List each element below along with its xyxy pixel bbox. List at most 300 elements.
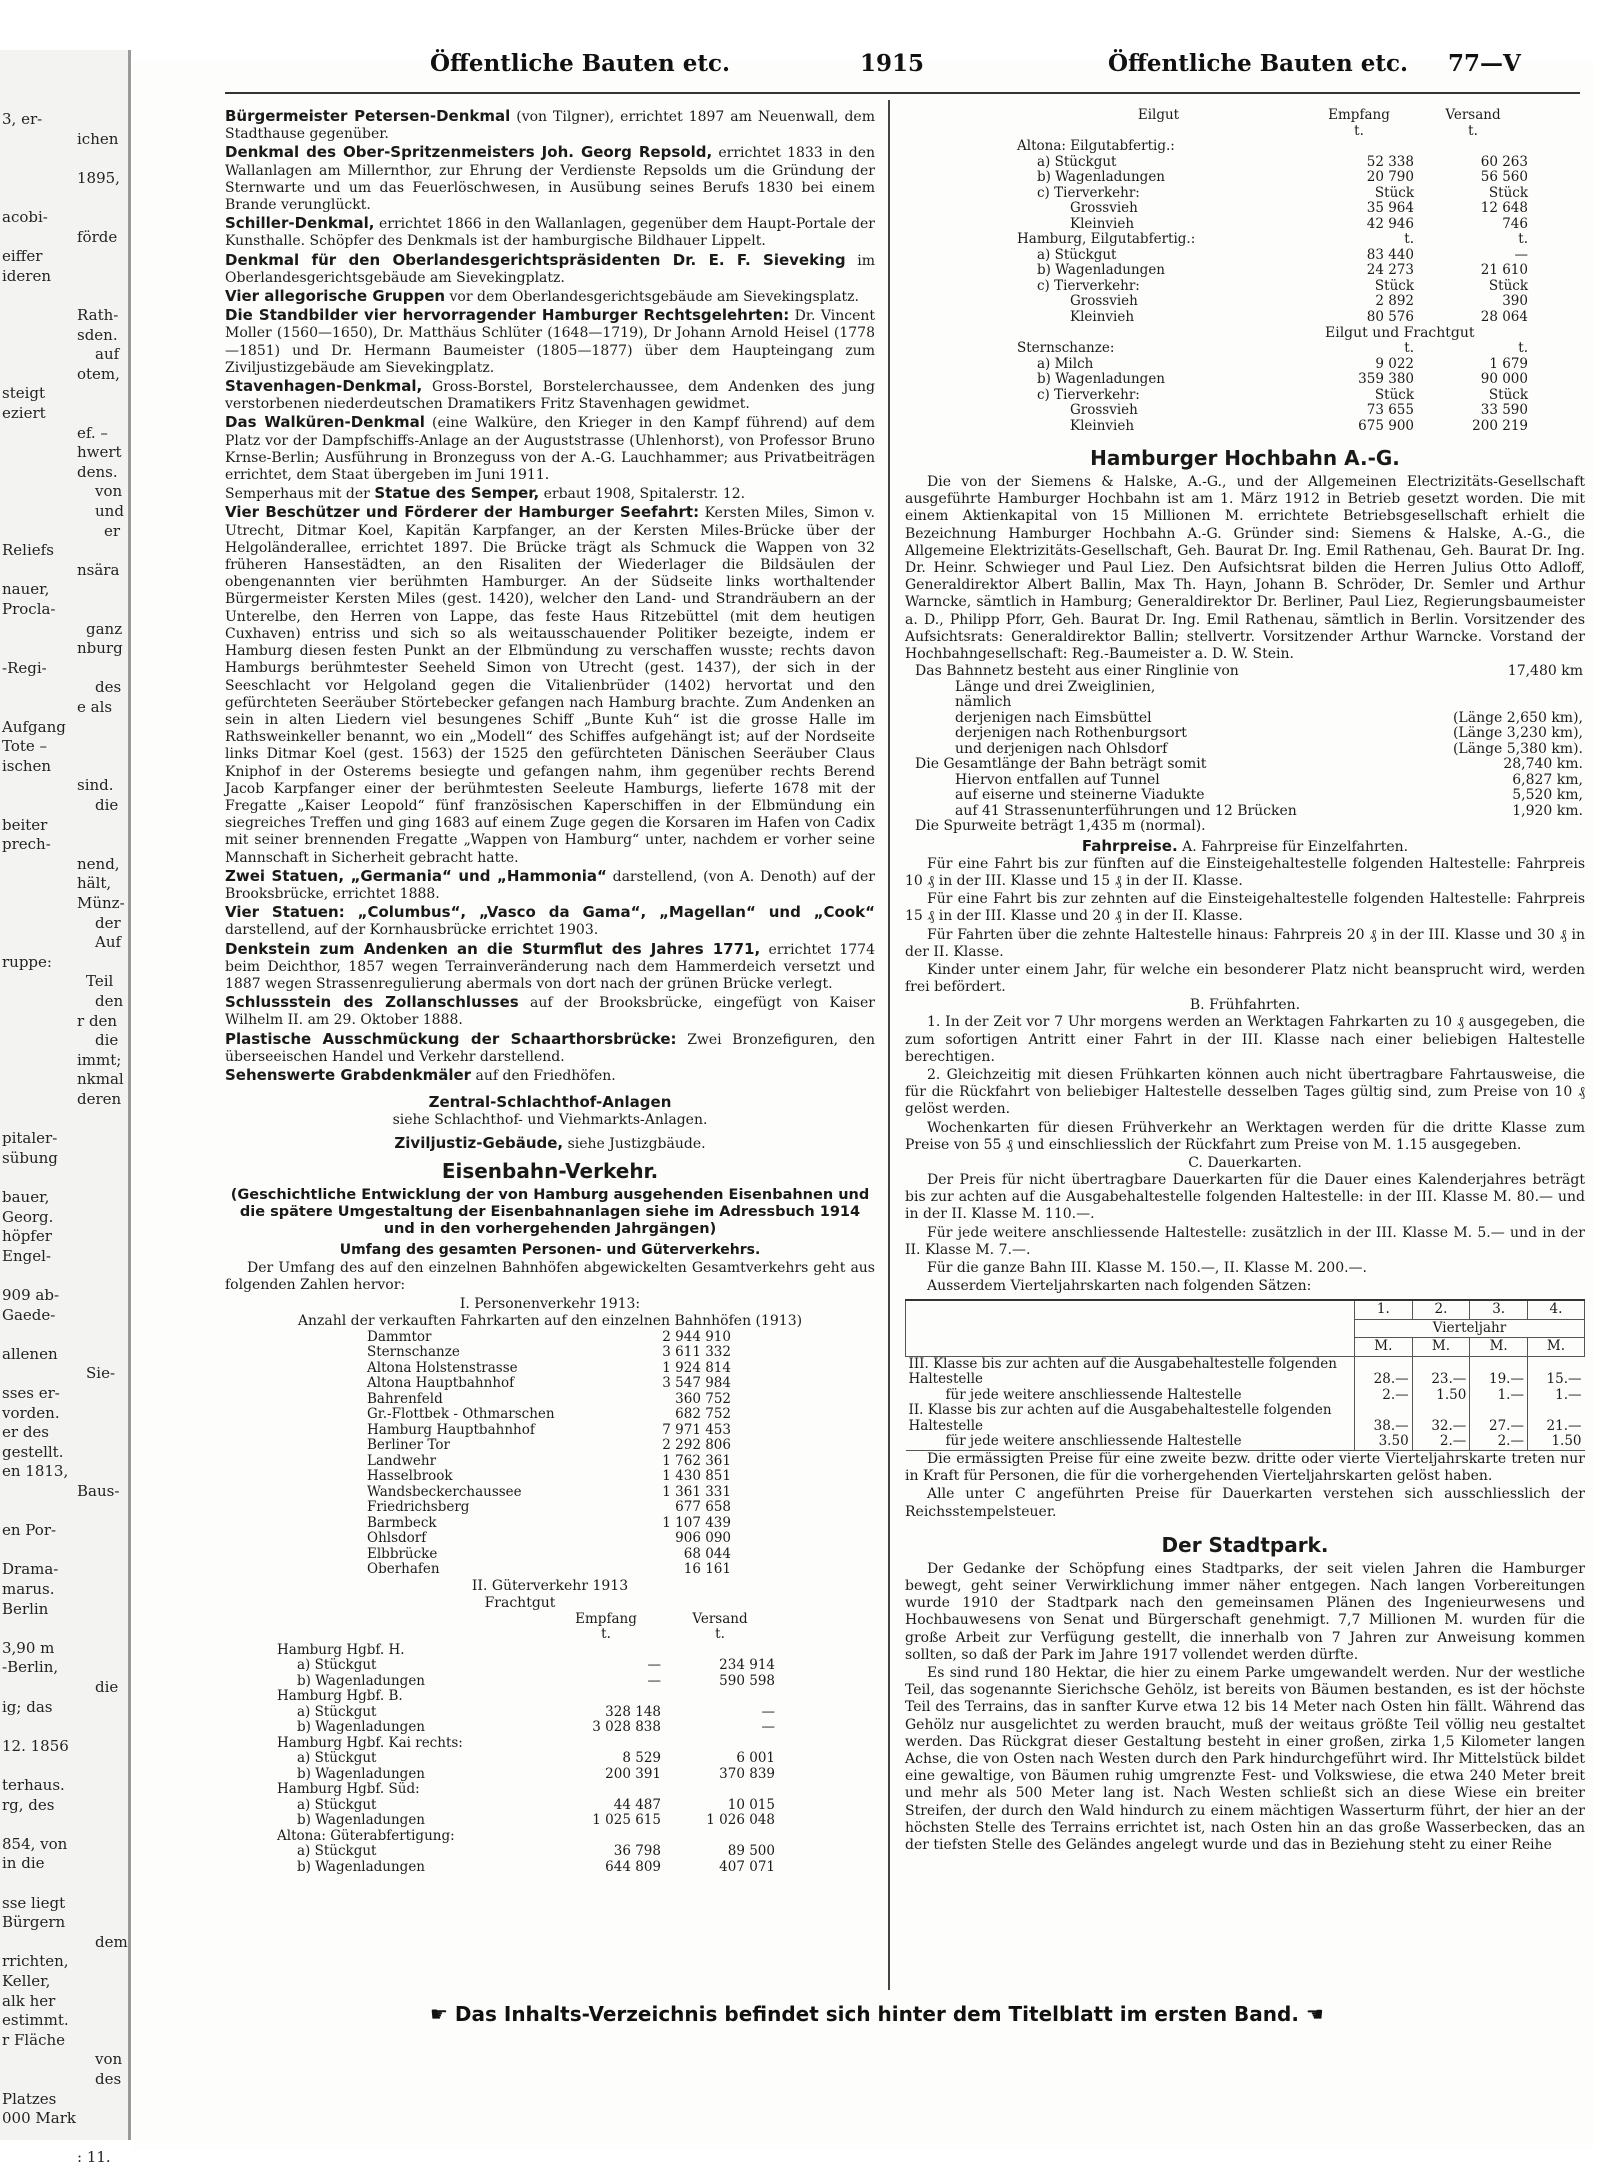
strip-fragment: ichen xyxy=(77,129,119,148)
table-cell: 83 440 xyxy=(1366,246,1414,263)
table-cell: b) Wagenladungen xyxy=(297,1719,425,1736)
table-cell: 16 161 xyxy=(683,1561,731,1578)
table-cell: 42 946 xyxy=(1366,215,1414,232)
table-row xyxy=(365,1454,733,1470)
umfang-text: Der Umfang des auf den einzelnen Bahnhöfen abgewickelten Gesamtverkehrs geht aus folgenden Zahlen hervor: xyxy=(225,1260,875,1294)
table-row xyxy=(1015,341,1530,357)
strip-fragment: den xyxy=(95,992,124,1010)
table-cell: Dammtor xyxy=(367,1328,432,1345)
table-cell: Kleinvieh xyxy=(1070,215,1135,232)
entry-title: Vier Beschützer und Förderer der Hamburger Seefahrt: xyxy=(225,503,700,522)
justiz-title: Ziviljustiz-Gebäude, xyxy=(394,1134,564,1153)
table-cell: Stück xyxy=(1374,277,1414,294)
strip-fragment: allenen xyxy=(2,1344,58,1363)
table-cell: 370 839 xyxy=(719,1765,775,1782)
table-cell: 36 798 xyxy=(613,1843,661,1860)
table-cell: Sternschanze xyxy=(367,1344,460,1361)
strip-fragment: Aufgang xyxy=(2,717,66,736)
table-row xyxy=(275,1705,777,1721)
table-cell: Oberhafen xyxy=(367,1561,440,1578)
table-row xyxy=(1015,170,1530,186)
table-row xyxy=(1015,419,1530,435)
table-cell: auf eiserne und steinerne Viadukte xyxy=(955,787,1205,804)
justiz-text: siehe Justizgbäude. xyxy=(567,1136,706,1153)
table-cell: 390 xyxy=(1502,293,1528,309)
table-cell: a) Stückgut xyxy=(297,1843,377,1860)
gueter-heading: II. Güterverkehr 1913 xyxy=(471,1577,629,1594)
table-cell: c) Tierverkehr: xyxy=(1037,277,1140,294)
table-cell: Bahrenfeld xyxy=(367,1390,443,1407)
table-row xyxy=(365,1516,733,1532)
table-cell: 3 028 838 xyxy=(592,1719,661,1736)
table-row xyxy=(275,1643,777,1659)
table-cell: a) Stückgut xyxy=(1037,246,1117,263)
table-cell: Kleinvieh xyxy=(1070,417,1135,434)
table-row xyxy=(905,819,1585,835)
table-cell: 906 090 xyxy=(675,1530,731,1547)
table-row xyxy=(906,1388,1585,1404)
fruehfahrten-paragraph: 2. Gleichzeitig mit diesen Frühkarten können auch nicht übertragbare Fahrtausweise, die für die Rückfahrt von beliebiger Haltestelle desselben Tages gültig sind, zum Preise von 10 ₰ gelöst werden. xyxy=(905,1066,1585,1118)
strip-fragment: Rath- xyxy=(77,306,119,324)
table-row xyxy=(1015,217,1530,233)
table-cell: Sternschanze: xyxy=(1017,340,1115,356)
table-row xyxy=(1015,201,1530,217)
table-cell: 23.— xyxy=(1412,1356,1470,1388)
table-header-row xyxy=(1015,124,1530,140)
table-header-cell: 3. xyxy=(1470,1300,1528,1319)
table-cell xyxy=(663,1782,777,1798)
gueter-table xyxy=(275,1612,777,1876)
table-header-cell: M. xyxy=(1527,1338,1584,1357)
strip-fragment: ischen xyxy=(2,756,52,775)
table-header-cell: Empfang xyxy=(1328,107,1390,123)
table-cell: t. xyxy=(1518,340,1528,356)
fahrpreise-paragraph: Kinder unter einem Jahr, für welche ein besonderer Platz nicht beansprucht wird, werden frei befördert. xyxy=(905,961,1585,996)
table-row xyxy=(365,1361,733,1377)
table-cell: Berliner Tor xyxy=(367,1437,450,1454)
entry-title: Zwei Statuen, „Germania“ und „Hammonia“ xyxy=(225,866,607,885)
table-cell: 360 752 xyxy=(675,1390,731,1407)
table-cell: a) Stückgut xyxy=(297,1796,377,1813)
entry-title: Vier allegorische Gruppen xyxy=(225,287,446,306)
table-cell: Hamburg Hgbf. Süd: xyxy=(277,1781,420,1798)
table-cell: 24 273 xyxy=(1366,262,1414,278)
table-row xyxy=(905,757,1585,773)
table-cell xyxy=(549,1689,663,1705)
table-cell: Hamburg Hgbf. H. xyxy=(277,1641,405,1658)
table-cell: 21 610 xyxy=(1480,262,1528,278)
hochbahn-text: Die von der Siemens & Halske, A.-G., und der Allgemeinen Electrizitäts-Gesellschaft ausgeführte Hamburger Hochbahn ist am 1. März 1912 in Betrieb gesetzt worden. Die mit einem Aktienkapital von 15 Millionen M. errichtete Betriebsgesellschaft erhielt die Bezeichnung Hamburger Hochbahn A.-G. Gründer sind: Siemens & Halske, A.-G., die Allgemeine Elektrizitäts-Gesellschaft, Geh. Baurat Dr. Ing. Emil Rathenau, Geh. Baurat Dr. Ing. Dr. Heinr. Schwieger und Paul Liez. Den Aufsichtsrat bilden die Herren Julius Otto Adloff, Generaldirektor Albert Ballin, Max Th. Hayn, Johann B. Schröder, Dr. Semler und Arthur Warncke, sämtlich in Hamburg; Generaldirektor Dr. Berliner, Paul Liez, Regierungsbaumeister a. D., Philipp Pforr, Geh. Baurat Dr. Ing. Emil Rathenau, sämtlich in Berlin. Vorsitzender des Aufsichtsrats: Generaldirektor Ballin; stellvertr. Vorsitzender Arthur Warncke. Vorstand der Hochbahngesellschaft: Reg.-Baumeister a. D. W. Stein. xyxy=(905,474,1585,663)
table-row xyxy=(1015,186,1530,202)
right-column xyxy=(905,108,1585,1988)
table-header-cell: t. xyxy=(1354,122,1364,139)
strip-fragment: Münz- xyxy=(77,894,125,912)
strip-fragment: alk her xyxy=(2,1991,56,2010)
table-cell: Altona: Güterabfertigung: xyxy=(277,1827,455,1844)
strip-fragment: Bürgern xyxy=(2,1913,66,1932)
monument-entry xyxy=(225,414,875,484)
dauer-paragraph: Der Preis für nicht übertragbare Dauerkarten für die Dauer eines Kalenderjahres beträgt bis zur achten auf die Ausgabehaltestelle folgenden Haltestelle: in der III. Klasse M. 80.— und in der II. Klasse M. 110.—. xyxy=(905,1171,1585,1223)
table-cell: 644 809 xyxy=(605,1858,661,1875)
entry-title: Schiller-Denkmal, xyxy=(225,214,375,233)
strip-fragment: e als xyxy=(77,698,113,716)
strip-fragment: in die xyxy=(2,1854,45,1873)
table-cell: 1 430 851 xyxy=(662,1468,731,1485)
table-row xyxy=(1015,357,1530,373)
table-cell xyxy=(1302,139,1416,155)
table-cell: 3.50 xyxy=(1355,1434,1413,1450)
table-cell: 682 752 xyxy=(675,1406,731,1423)
entry-title: Plastische Ausschmückung der Schaarthorsbrücke: xyxy=(225,1029,677,1048)
table-cell: b) Wagenladungen xyxy=(1037,371,1165,387)
table-cell xyxy=(549,1829,663,1845)
table-row xyxy=(1015,310,1530,326)
table-cell: 2.— xyxy=(1355,1388,1413,1404)
table-cell: 2 292 806 xyxy=(662,1437,731,1454)
table-header-cell: Vierteljahr xyxy=(1355,1319,1585,1338)
strip-fragment: Drama- xyxy=(2,1560,59,1579)
strip-fragment: nend, xyxy=(77,854,120,873)
strip-fragment: ganz xyxy=(86,619,123,638)
entry-title: Sehenswerte Grabdenkmäler xyxy=(225,1065,472,1084)
table-header-cell: t. xyxy=(1468,122,1478,139)
table-cell: 2.— xyxy=(1470,1434,1528,1450)
strip-fragment: Engel- xyxy=(2,1246,51,1265)
vierteljahr-price-table xyxy=(905,1299,1585,1451)
strip-fragment: -Regi- xyxy=(2,658,47,677)
table-cell: 359 380 xyxy=(1358,371,1414,387)
fruehfahrten-heading: B. Frühfahrten. xyxy=(1189,997,1301,1014)
dauer-paragraph: Für jede weitere anschliessende Haltestelle: zusätzlich in der III. Klasse M. 5.— und in der II. Klasse M. 7.—. xyxy=(905,1224,1585,1258)
fahrpreise-text xyxy=(905,856,1585,997)
strip-fragment: otem, xyxy=(77,364,120,383)
entry-title: Denkstein zum Andenken an die Sturmflut des Jahres 1771, xyxy=(225,939,761,958)
table-cell: Kleinvieh xyxy=(1070,308,1135,325)
table-header-cell xyxy=(1015,124,1302,140)
strip-fragment: Reliefs xyxy=(2,541,54,560)
strip-fragment: : 11. xyxy=(77,2148,111,2167)
table-cell: Altona: Eilgutabfertig.: xyxy=(1017,138,1175,154)
umfang-heading: Umfang des gesamten Personen- und Güterverkehrs. xyxy=(339,1242,761,1259)
table-row xyxy=(906,1434,1585,1450)
table-cell xyxy=(549,1782,663,1798)
monument-list xyxy=(225,108,875,1085)
strip-fragment: sses er- xyxy=(2,1384,60,1402)
table-row xyxy=(275,1813,777,1829)
entry-text: auf den Friedhöfen. xyxy=(475,1067,616,1084)
table-cell: 746 xyxy=(1502,215,1528,232)
monument-entry xyxy=(225,904,875,939)
table-cell: 32.— xyxy=(1412,1403,1470,1434)
table-row xyxy=(906,1403,1585,1434)
table-cell: — xyxy=(761,1719,775,1736)
dauer-text xyxy=(905,1172,1585,1295)
header-left-title: Öffentliche Bauten etc. xyxy=(430,50,731,77)
table-cell xyxy=(1412,695,1585,711)
table-cell: a) Stückgut xyxy=(297,1703,377,1720)
table-cell: nämlich xyxy=(955,694,1012,711)
entry-title: Bürgermeister Petersen-Denkmal xyxy=(225,107,511,125)
table-cell: Hamburg Hauptbahnhof xyxy=(367,1421,535,1438)
entry-title: Denkmal des Ober-Spritzenmeisters Joh. Georg Repsold, xyxy=(225,143,713,162)
table-row xyxy=(1015,294,1530,310)
table-header-cell xyxy=(275,1627,549,1643)
table-header-row xyxy=(906,1300,1585,1319)
strip-fragment: Keller, xyxy=(2,1972,51,1990)
strip-fragment: und xyxy=(95,502,124,520)
table-row xyxy=(1015,388,1530,404)
table-cell: 6,827 km, xyxy=(1512,771,1583,788)
table-row xyxy=(365,1547,733,1563)
table-row xyxy=(365,1562,733,1578)
table-cell: 1 361 331 xyxy=(662,1483,731,1500)
table-header-cell: Eilgut xyxy=(1137,107,1180,123)
price-note-paragraph: Die ermässigten Preise für eine zweite bezw. dritte oder vierte Vierteljahrskarte treten nur in Kraft für Personen, die für die vorhergehenden Vierteljahrskarten gelöst haben. xyxy=(905,1450,1585,1485)
table-cell: III. Klasse bis zur achten auf die Ausgabehaltestelle folgenden Haltestelle xyxy=(908,1355,1337,1388)
table-cell: — xyxy=(1514,246,1528,263)
strip-fragment: sind. xyxy=(77,776,114,795)
table-cell: 2 892 xyxy=(1375,293,1414,309)
table-cell: 234 914 xyxy=(719,1657,775,1674)
table-row xyxy=(275,1720,777,1736)
table-cell: 675 900 xyxy=(1358,417,1414,434)
table-row xyxy=(275,1658,777,1674)
strip-fragment: sse liegt xyxy=(2,1893,66,1912)
strip-fragment: hwert xyxy=(77,443,122,462)
table-cell: — xyxy=(647,1672,661,1689)
schlachthof-text: siehe Schlachthof- und Viehmarkts-Anlagen. xyxy=(392,1112,708,1129)
table-cell: (Länge 3,230 km), xyxy=(1452,725,1583,742)
strip-fragment: rrichten, xyxy=(2,1952,69,1971)
eisenbahn-heading: Eisenbahn-Verkehr. xyxy=(441,1159,659,1184)
table-cell: 1 107 439 xyxy=(662,1514,731,1531)
table-cell: a) Stückgut xyxy=(297,1657,377,1674)
table-cell: 1 026 048 xyxy=(706,1812,775,1829)
strip-fragment: auf xyxy=(95,345,120,364)
strip-fragment: ruppe: xyxy=(2,952,52,971)
table-cell: 6 001 xyxy=(736,1750,775,1767)
table-header-cell: 2. xyxy=(1412,1300,1470,1319)
table-cell: b) Wagenladungen xyxy=(1037,169,1165,185)
table-cell: Grossvieh xyxy=(1070,200,1138,216)
table-header-cell: t. xyxy=(715,1626,725,1643)
table-cell: 1.— xyxy=(1470,1388,1528,1404)
table-cell: Hamburg Hgbf. B. xyxy=(277,1688,403,1705)
table-cell: Elbbrücke xyxy=(367,1545,438,1562)
table-cell: — xyxy=(647,1657,661,1674)
strip-fragment: Georg. xyxy=(2,1207,54,1226)
table-cell: II. Klasse bis zur achten auf die Ausgabehaltestelle folgenden Haltestelle xyxy=(908,1402,1332,1434)
dauer-paragraph: Ausserdem Vierteljahrskarten nach folgenden Sätzen: xyxy=(927,1278,1312,1295)
table-cell: t. xyxy=(1518,231,1528,247)
entry-text: im Oberlandesgerichtsgebäude am Sievekingplatz. xyxy=(225,252,875,286)
table-row xyxy=(905,726,1585,742)
table-row xyxy=(275,1767,777,1783)
stadtpark-paragraph: Der Gedanke der Schöpfung eines Stadtparks, der seit vielen Jahren die Hamburger bewegt, geht seiner Verwirklichung immer näher entgegen. Nach langen Vorbereitungen wurde 1910 der Stadtpark nach den gemeinsamen Plänen des Ingenieurwesens und Hochbauwesens von Senat und Bürgerschaft genehmigt. 7,7 Millionen M. wurden für die große Arbeit zur Verfügung gestellt, die innerhalb von 7 Jahren zur Anweisung kommen sollten, so daß der Park im Jahre 1917 vollendet werden dürfte. xyxy=(905,1560,1585,1663)
strip-fragment: eziert xyxy=(2,404,46,422)
table-cell: 28 064 xyxy=(1480,308,1528,325)
table-header-cell: M. xyxy=(1355,1338,1413,1357)
table-cell: a) Stückgut xyxy=(1037,153,1117,170)
personen-table xyxy=(365,1330,733,1578)
table-cell: 73 655 xyxy=(1366,402,1414,418)
table-header-cell: Versand xyxy=(692,1610,748,1627)
table-cell: 200 219 xyxy=(1472,417,1528,434)
strip-fragment: des xyxy=(95,2070,122,2088)
table-header-row xyxy=(275,1627,777,1643)
strip-fragment: prech- xyxy=(2,835,51,854)
table-cell: 2 944 910 xyxy=(662,1328,731,1345)
table-cell: 20 790 xyxy=(1366,169,1414,185)
entry-text: auf der Brooksbrücke, eingefügt von Kaiser Wilhelm II. am 29. Oktober 1888. xyxy=(225,995,875,1029)
personen-subheading: Anzahl der verkauften Fahrkarten auf den einzelnen Bahnhöfen (1913) xyxy=(297,1312,803,1329)
footer-note xyxy=(430,2002,1324,2026)
table-cell: 1 025 615 xyxy=(592,1812,661,1829)
table-row xyxy=(1015,248,1530,264)
table-row xyxy=(275,1782,777,1798)
entry-title: Statue des Semper, xyxy=(374,484,540,503)
strip-fragment: sden. xyxy=(77,325,118,344)
strip-fragment: er des xyxy=(2,1423,49,1442)
strip-fragment: Gaede- xyxy=(2,1305,56,1324)
netz-table xyxy=(905,664,1585,835)
pointing-hand-left-icon: ☛ xyxy=(430,2002,448,2026)
table-row xyxy=(275,1751,777,1767)
monument-entry xyxy=(225,252,875,287)
table-row xyxy=(365,1500,733,1516)
monument-entry xyxy=(225,994,875,1029)
header-rule xyxy=(225,92,1580,94)
table-row xyxy=(365,1330,733,1346)
strip-fragment: nkmal xyxy=(77,1070,124,1089)
table-header-cell: 1. xyxy=(1355,1300,1413,1319)
table-cell: 80 576 xyxy=(1366,308,1414,325)
monument-entry xyxy=(225,378,875,413)
table-cell: 38.— xyxy=(1355,1403,1413,1434)
strip-fragment: höpfer xyxy=(2,1227,52,1246)
justiz-ref xyxy=(225,1135,875,1153)
entry-text: errichtet 1774 beim Deichthor, 1857 wegen Terrainveränderung nach dem Hammerdeich versetzt und 1887 wegen Strassenregulierung abermals von dort nach der grünen Brücke verlegt. xyxy=(225,941,875,992)
table-cell: 21.— xyxy=(1527,1403,1584,1434)
table-cell: Grossvieh xyxy=(1070,293,1138,309)
table-cell: 3 547 984 xyxy=(662,1375,731,1392)
table-header-cell xyxy=(275,1612,549,1628)
strip-fragment: des xyxy=(95,678,122,697)
table-cell: Altona Hauptbahnhof xyxy=(367,1375,515,1392)
strip-fragment: bauer, xyxy=(2,1188,50,1206)
strip-fragment: nburg xyxy=(77,639,123,658)
table-header-row xyxy=(1015,108,1530,124)
dauer-heading: C. Dauerkarten. xyxy=(1188,1154,1302,1171)
table-cell: 10 015 xyxy=(727,1796,775,1813)
table-cell: (Länge 2,650 km), xyxy=(1452,709,1583,726)
monument-entry xyxy=(225,485,875,503)
strip-fragment: 3, er- xyxy=(2,110,43,128)
table-cell: 9 022 xyxy=(1375,355,1414,372)
strip-fragment: ideren xyxy=(2,266,51,285)
entry-title: Denkmal für den Oberlandesgerichtspräsidenten Dr. E. F. Sieveking xyxy=(225,250,846,269)
table-row xyxy=(275,1798,777,1814)
table-row xyxy=(905,680,1585,696)
entry-title: Stavenhagen-Denkmal, xyxy=(225,377,423,396)
strip-fragment: ig; das xyxy=(2,1697,53,1716)
table-cell: 2.— xyxy=(1412,1434,1470,1450)
monument-entry xyxy=(225,307,875,377)
strip-fragment: Teil xyxy=(86,972,114,991)
table-cell xyxy=(663,1829,777,1845)
table-cell xyxy=(549,1643,663,1659)
table-row xyxy=(365,1485,733,1501)
fahrpreise-paragraph: Für Fahrten über die zehnte Haltestelle hinaus: Fahrpreis 20 ₰ in der III. Klasse und 30 ₰ in der II. Klasse. xyxy=(905,926,1585,960)
table-row xyxy=(1015,263,1530,279)
stadtpark-text xyxy=(905,1561,1585,1854)
strip-fragment: r Fläche xyxy=(2,2030,66,2049)
table-cell: derjenigen nach Eimsbüttel xyxy=(955,709,1152,726)
table-cell: 677 658 xyxy=(675,1499,731,1516)
fahrpreise-a: A. Fahrpreise für Einzelfahrten. xyxy=(1182,838,1409,855)
entry-text: Kersten Miles, Simon v. Utrecht, Ditmar Koel, Kapitän Karpfanger, an der Kersten Miles-Brücke über der Helgoländerallee, errichtet 1897. Die Brücke trägt als Schmuck die Wappen von 32 früheren Hansestädten, an den Risaliten der Wiederlager die Bildsäulen der obengenannten vier berühmten Hamburger. An der Südseite links worthaltender Bürgermeister Kersten Miles (gest. 1420), welcher den Land- und Strandräubern an der Unterelbe, den Herren von Lappe, das feste Haus Ritzebüttel (mit dem heutigen Cuxhaven) entriss und sich so als weitausschauender Politiker bezeigte, indem er Hamburg diesen festen Punkt an der Elbmündung zu verschaffen wusste; rechts davon Hamburgs berühmtester Seeheld Simon von Utrecht (gest. 1437), der sich in der Seeschlacht vor Helgoland gegen die Vitalienbrüder (1402) hervortat und den gefürchteten Seeräuber Störtebecker gefangen nach Hamburg brachte. Zum Andenken an sein in alten Liedern viel besungenes Schiff „Bunte Kuh“ ist die grosse Halle im Rathsweinkeller benannt, wo ein „Modell“ des Schiffes aufgehängt ist; auf der Nordseite links Ditmar Koel (gest. 1563) der 1525 den gefürchteten Dänischen Seeräuber Claus Kniphof in der Osterems besiegte und gefangen nahm, ihm gegenüber rechts Berend Jacob Karpfanger einer der berühmtesten Seeleute Hamburgs, lieferte 1678 mit der Fregatte „Kaiser Leopold“ fünf französischen Kaperschiffen in der Elbmündung ein siegreiches Treffen und ging 1683 auf einem Zuge gegen die Korsaren im Hafen von Cadix mit seiner brennenden Fregatte „Wappen von Hamburg“ unter, nachdem er vorher seine Mannschaft in Sicherheit gebracht hatte. xyxy=(225,505,875,866)
table-cell: 1.50 xyxy=(1412,1388,1470,1404)
strip-fragment: r den xyxy=(77,1011,118,1030)
table-row xyxy=(1015,279,1530,295)
table-cell: für jede weitere anschliessende Haltestelle xyxy=(945,1386,1242,1403)
table-row xyxy=(905,788,1585,804)
table-cell: Gr.-Flottbek - Othmarschen xyxy=(367,1406,555,1423)
table-header-cell: M. xyxy=(1412,1338,1470,1357)
entry-pre: Semperhaus mit der xyxy=(225,486,375,503)
table-cell: 1 679 xyxy=(1489,355,1528,372)
table-row xyxy=(365,1407,733,1423)
table-cell: 68 044 xyxy=(683,1545,731,1562)
entry-text: errichtet 1833 in den Wallanlagen am Millernthor, zur Ehrung der Verdienste Repsolds um die Gründung der Sternwarte und um das Feuerlöschwesen, in Ausübung seines Berufs 1830 bei einem Brande verunglückt. xyxy=(225,145,875,214)
entry-text: (eine Walküre, den Krieger in den Kampf führend) auf dem Platz vor der Dampfschiffs-Anlage an der Auguststrasse (Uhlenhorst), von Professor Bruno Krnse-Berlin; Ausführung in Bronzeguss von der A.-G. Lauchhammer; aus Privatbeiträgen errichtet, dem Staat übergeben im Juni 1911. xyxy=(225,415,875,484)
price-note-paragraph: Alle unter C angeführten Preise für Dauerkarten verstehen sich ausschliesslich der Reichsstempelsteuer. xyxy=(905,1486,1585,1520)
strip-fragment: die xyxy=(95,1678,119,1696)
table-cell: 27.— xyxy=(1470,1403,1528,1434)
strip-fragment: deren xyxy=(77,1090,122,1108)
entry-text: darstellend, auf der Kornhausbrücke errichtet 1903. xyxy=(225,922,599,939)
table-row xyxy=(275,1860,777,1876)
strip-fragment: hält, xyxy=(77,874,112,893)
table-cell: Die Spurweite beträgt 1,435 m (normal). xyxy=(915,818,1206,835)
table-cell: a) Milch xyxy=(1037,355,1094,372)
table-cell: — xyxy=(761,1703,775,1720)
table-cell xyxy=(663,1736,777,1752)
monument-entry xyxy=(225,868,875,903)
table-row xyxy=(275,1844,777,1860)
table-cell: Stück xyxy=(1374,184,1414,201)
table-row xyxy=(1015,155,1530,171)
table-cell: 89 500 xyxy=(727,1843,775,1860)
strip-fragment: der xyxy=(95,913,121,932)
fahrpreise-title: Fahrpreise. xyxy=(1081,836,1178,855)
strip-fragment: 909 ab- xyxy=(2,1286,60,1304)
table-row xyxy=(905,695,1585,711)
table-row xyxy=(1015,139,1530,155)
strip-fragment: 854, von xyxy=(2,1834,68,1853)
table-cell: 328 148 xyxy=(605,1703,661,1720)
table-cell: t. xyxy=(1404,340,1414,356)
table-cell: auf 41 Strassenunterführungen und 12 Brücken xyxy=(955,802,1297,819)
table-cell: 28,740 km. xyxy=(1503,756,1583,773)
strip-fragment: Tote – xyxy=(2,737,48,756)
strip-fragment: 1895, xyxy=(77,168,120,187)
table-cell xyxy=(1412,680,1585,696)
frachtgut-heading: Eilgut und Frachtgut xyxy=(1325,325,1475,341)
table-cell: 19.— xyxy=(1470,1356,1528,1388)
table-row xyxy=(275,1829,777,1845)
footer-text: Das Inhalts-Verzeichnis befindet sich hinter dem Titelblatt im ersten Band. xyxy=(454,2002,1299,2026)
